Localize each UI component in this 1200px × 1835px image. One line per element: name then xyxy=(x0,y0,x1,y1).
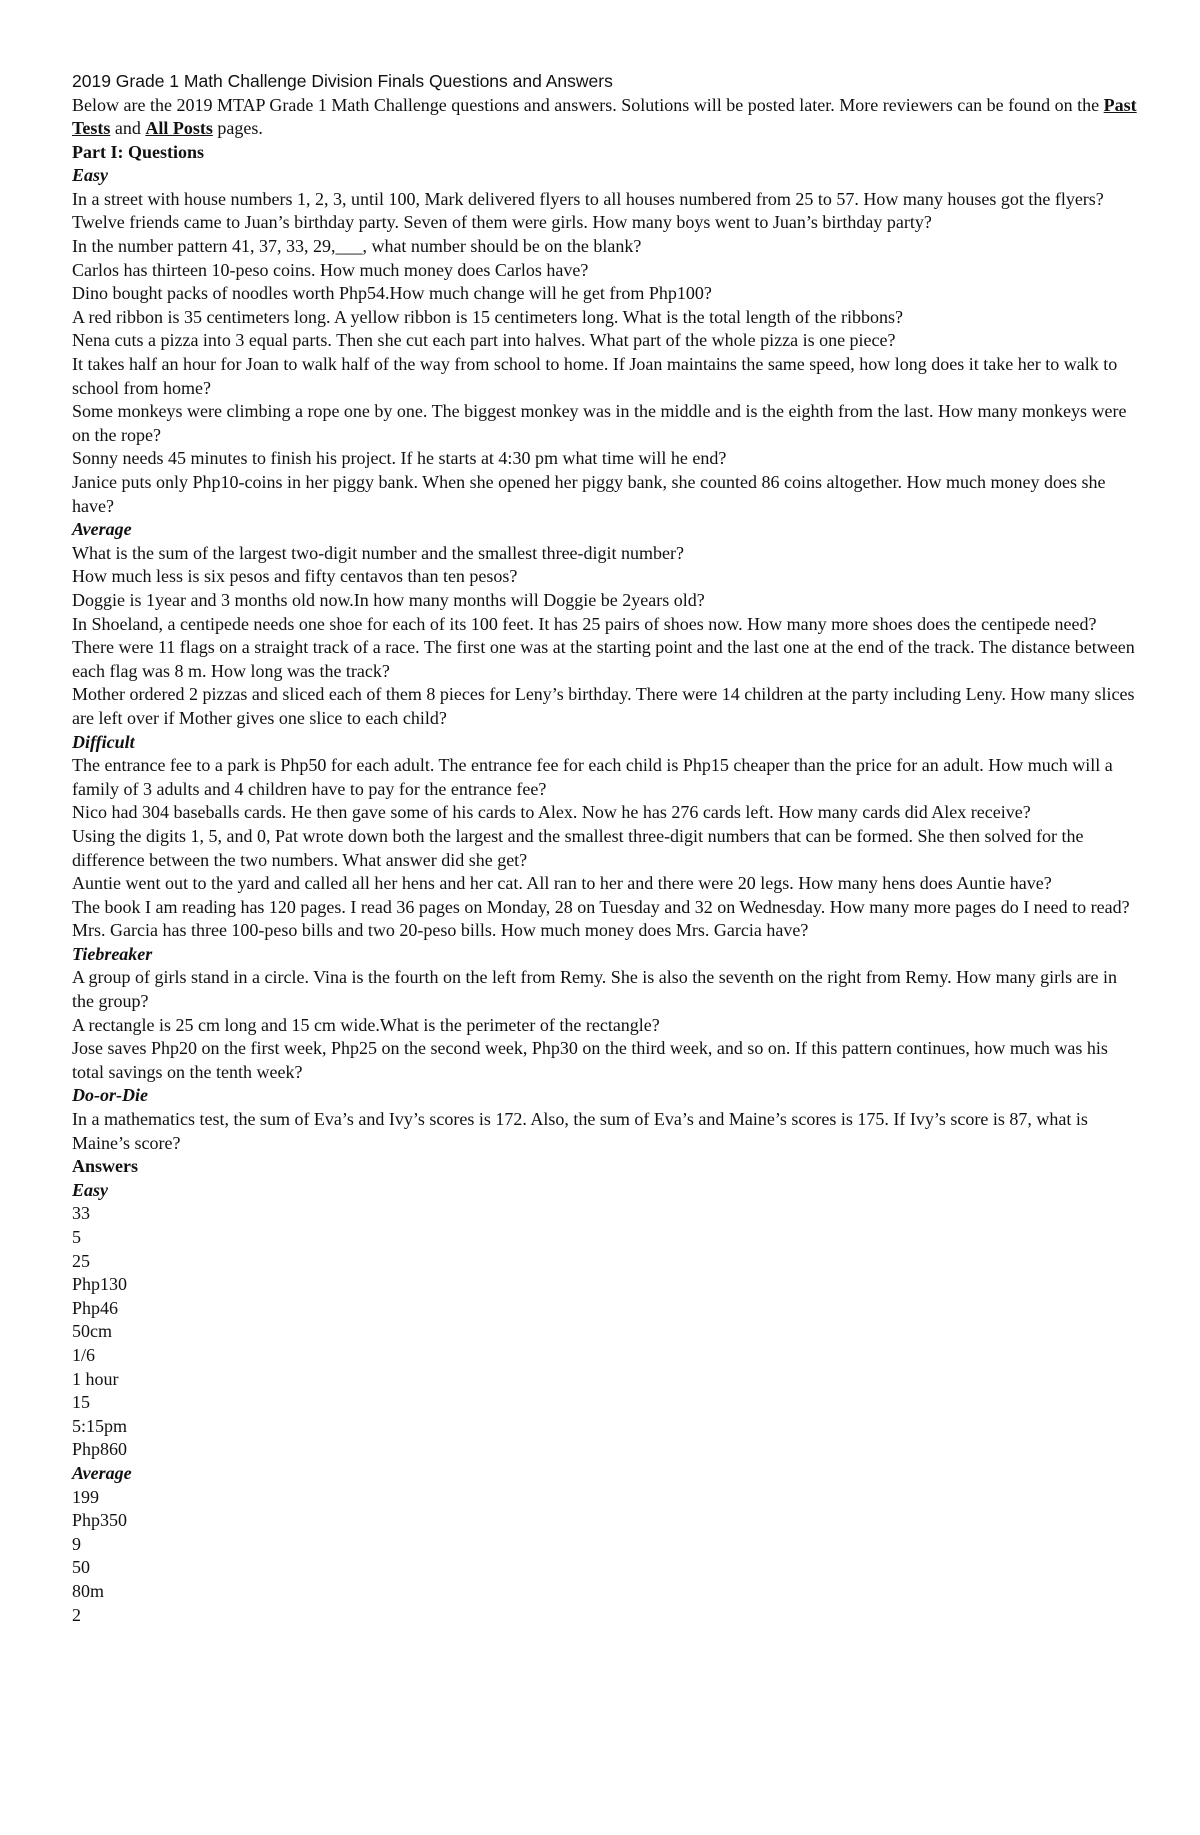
question-item: Nico had 304 baseballs cards. He then gave some of his cards to Alex. Now he has 276 cards left. How many cards did Alex receive? xyxy=(72,802,1031,823)
answer-item: 15 xyxy=(72,1392,90,1413)
answer-section-heading: Average xyxy=(72,1462,132,1483)
question-section-heading: Do-or-Die xyxy=(72,1085,148,1106)
question-item: Doggie is 1year and 3 months old now.In how many months will Doggie be 2years old? xyxy=(72,589,705,610)
answers-list xyxy=(72,1179,1137,1627)
answer-item: 5 xyxy=(72,1227,81,1247)
question-item: There were 11 flags on a straight track of a race. The first one was at the starting point and the last one at the end of the track. The distance between each flag was 8 m. How long was the track? xyxy=(72,637,1135,681)
intro-paragraph xyxy=(72,94,1137,141)
answer-item: 9 xyxy=(72,1533,81,1554)
answer-item: 50cm xyxy=(72,1321,112,1342)
question-item: A group of girls stand in a circle. Vina is the fourth on the left from Remy. She is also the seventh on the right from Remy. How many girls are in the group? xyxy=(72,967,1118,1012)
intro-text: Below are the 2019 MTAP Grade 1 Math Challenge questions and answers. Solutions will be posted later. More reviewers can be found on the xyxy=(72,94,1104,115)
answer-item: 1 hour xyxy=(72,1368,119,1389)
questions-heading: Part I: Questions xyxy=(72,141,204,162)
answer-item: Php130 xyxy=(72,1274,128,1295)
question-section-heading: Difficult xyxy=(72,731,135,752)
intro-text: and xyxy=(110,118,146,139)
all-posts-link[interactable]: All Posts xyxy=(145,118,213,139)
question-item: What is the sum of the largest two-digit number and the smallest three-digit number? xyxy=(72,542,685,563)
answer-item: 33 xyxy=(72,1203,90,1224)
question-section-heading: Easy xyxy=(72,165,108,186)
answer-item: 2 xyxy=(72,1604,81,1625)
answer-item: 80m xyxy=(72,1580,105,1601)
question-item: The entrance fee to a park is Php50 for each adult. The entrance fee for each child is Php15 cheaper than the price for an adult. How much will a family of 3 adults and 4 children have to pay for the entrance fee? xyxy=(72,755,1113,799)
question-item: Auntie went out to the yard and called all her hens and her cat. All ran to her and there were 20 legs. How many hens does Auntie have? xyxy=(72,873,1052,894)
question-item: A rectangle is 25 cm long and 15 cm wide.What is the perimeter of the rectangle? xyxy=(72,1014,660,1035)
question-item: Carlos has thirteen 10-peso coins. How much money does Carlos have? xyxy=(72,259,589,280)
question-item: In the number pattern 41, 37, 33, 29,___, what number should be on the blank? xyxy=(72,236,642,257)
question-item: How much less is six pesos and fifty centavos than ten pesos? xyxy=(72,566,518,587)
answer-item: 5:15pm xyxy=(72,1415,128,1436)
question-item: It takes half an hour for Joan to walk half of the way from school to home. If Joan maintains the same speed, how long does it take her to walk to school from home? xyxy=(72,354,1118,398)
question-item: Some monkeys were climbing a rope one by one. The biggest monkey was in the middle and is the eighth from the last. How many monkeys were on the rope? xyxy=(72,401,1127,445)
questions-list xyxy=(72,164,1137,1155)
answer-item: Php46 xyxy=(72,1297,119,1318)
question-item: Mrs. Garcia has three 100-peso bills and two 20-peso bills. How much money does Mrs. Garcia have? xyxy=(72,920,809,941)
question-item: Janice puts only Php10-coins in her piggy bank. When she opened her piggy bank, she counted 86 coins altogether. How much money does she have? xyxy=(72,472,1106,516)
answer-section-heading: Easy xyxy=(72,1179,108,1200)
question-item: Twelve friends came to Juan’s birthday party. Seven of them were girls. How many boys went to Juan’s birthday party? xyxy=(72,212,932,233)
answer-item: 1/6 xyxy=(72,1344,96,1365)
answer-item: Php350 xyxy=(72,1510,128,1531)
question-item: The book I am reading has 120 pages. I read 36 pages on Monday, 28 on Tuesday and 32 on Wednesday. How many more pages do I need to read? xyxy=(72,896,1130,917)
answer-item: 25 xyxy=(72,1250,90,1271)
intro-text: pages. xyxy=(212,118,263,139)
question-item: In Shoeland, a centipede needs one shoe for each of its 100 feet. It has 25 pairs of shoes now. How many more shoes does the centipede need? xyxy=(72,613,1097,634)
answer-item: Php860 xyxy=(72,1439,128,1460)
question-item: Dino bought packs of noodles worth Php54.How much change will he get from Php100? xyxy=(72,283,712,304)
answer-item: 199 xyxy=(72,1486,99,1507)
question-section-heading: Average xyxy=(72,519,132,540)
question-item: A red ribbon is 35 centimeters long. A yellow ribbon is 15 centimeters long. What is the total length of the ribbons? xyxy=(72,306,904,327)
past-tests-link[interactable]: Past Tests xyxy=(72,94,1137,139)
question-item: Using the digits 1, 5, and 0, Pat wrote down both the largest and the smallest three-digit numbers that can be formed. She then solved for the difference between the two numbers. What answer did she get? xyxy=(72,825,1084,870)
question-item: Sonny needs 45 minutes to finish his project. If he starts at 4:30 pm what time will he end? xyxy=(72,448,727,469)
question-item: Jose saves Php20 on the first week, Php25 on the second week, Php30 on the third week, and so on. If this pattern continues, how much was his total savings on the tenth week? xyxy=(72,1038,1108,1082)
question-item: Mother ordered 2 pizzas and sliced each of them 8 pieces for Leny’s birthday. There were 14 children at the party including Leny. How many slices are left over if Mother gives one slice to each child? xyxy=(72,684,1135,728)
document-page xyxy=(72,70,1137,1627)
question-item: Nena cuts a pizza into 3 equal parts. Then she cut each part into halves. What part of the whole pizza is one piece? xyxy=(72,330,896,351)
question-item: In a street with house numbers 1, 2, 3, until 100, Mark delivered flyers to all houses numbered from 25 to 57. How many houses got the flyers? xyxy=(72,188,1104,209)
answer-item: 50 xyxy=(72,1557,90,1578)
document-title: 2019 Grade 1 Math Challenge Division Finals Questions and Answers xyxy=(72,71,613,91)
question-section-heading: Tiebreaker xyxy=(72,943,153,964)
question-item: In a mathematics test, the sum of Eva’s and Ivy’s scores is 172. Also, the sum of Eva’s and Maine’s scores is 175. If Ivy’s score is 87, what is Maine’s score? xyxy=(72,1109,1088,1153)
answers-heading: Answers xyxy=(72,1156,138,1177)
